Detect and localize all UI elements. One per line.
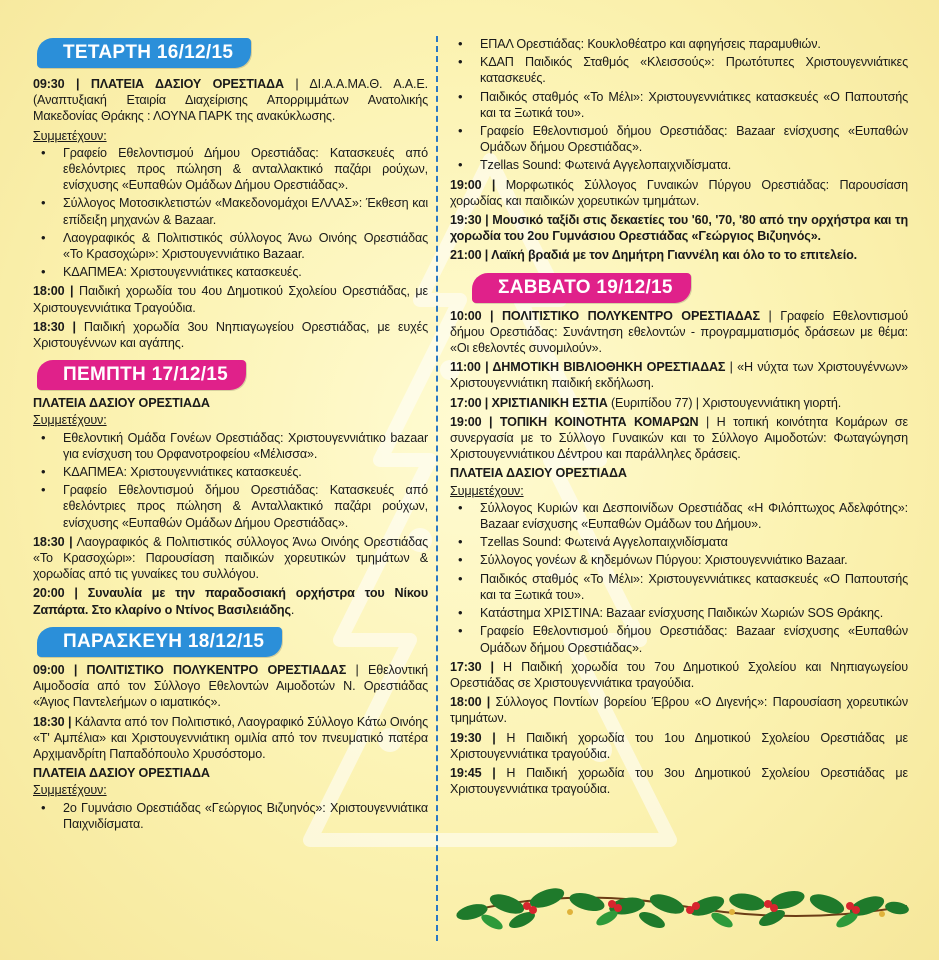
event-entry bbox=[450, 659, 908, 691]
list-item: • ΚΔΑΠΜΕΑ: Χριστουγεννιάτικες κατασκευές. bbox=[63, 264, 428, 280]
participants-heading: Συμμετέχουν: bbox=[33, 128, 107, 143]
participants-heading: Συμμετέχουν: bbox=[33, 783, 107, 798]
event-entry bbox=[33, 662, 428, 711]
event-time: 17:30 | bbox=[450, 659, 494, 674]
event-description: Μορφωτικός Σύλλογος Γυναικών Πύργου Ορεστιάδας: Παρουσίαση χορωδίας και παιδικών χορευτικών τμημάτων. bbox=[450, 177, 909, 208]
event-time: 11:00 | ΔΗΜΟΤΙΚΗ ΒΙΒΛΙΟΘΗΚΗ ΟΡΕΣΤΙΑΔΑΣ bbox=[450, 360, 726, 375]
list-item: • Γραφείο Εθελοντισμού Δήμου Ορεστιάδας: Κατασκευές από εθελόντριες προς πώληση & ανταλλακτικό παζάρι ρούχων, ενίσχυσης «Ευπαθών Ομάδων Δήμου Ορεστιάδας». bbox=[63, 145, 428, 194]
left-column bbox=[33, 0, 428, 835]
event-time: 18:30 | bbox=[33, 319, 76, 334]
participants-list bbox=[33, 430, 428, 531]
day-badge-wednesday: ΤΕΤΑΡΤΗ 16/12/15 bbox=[37, 38, 251, 68]
event-description: Η Παιδική χορωδία του 1ου Δημοτικού Σχολείου Ορεστιάδας με Χριστουγεννιάτικα τραγούδια. bbox=[450, 730, 908, 761]
event-entry: 19:30 | Μουσικό ταξίδι στις δεκαετίες του '60, '70, '80 από την ορχήστρα και τη χορωδία του 2ου Γυμνάσιου Ορεστιάδας «Γεώργιος Βιζυηνός». bbox=[450, 213, 908, 244]
event-time: 18:30 | bbox=[33, 714, 72, 729]
event-entry bbox=[33, 585, 428, 617]
event-description: Παιδική χορωδία 3ου Νηπιαγωγείου Ορεστιάδας, με ευχές Χριστουγέννων και αγάπης. bbox=[33, 319, 428, 351]
event-time: 09:00 | ΠΟΛΙΤΙΣΤΙΚΟ ΠΟΛΥΚΕΝΤΡΟ ΟΡΕΣΤΙΑΔΑΣ bbox=[33, 662, 347, 677]
list-item: • Σύλλογος γονέων & κηδεμόνων Πύργου: Χριστουγεννιάτικο Bazaar. bbox=[480, 552, 908, 568]
event-time: 19:30 | bbox=[450, 730, 496, 745]
list-item: • ΚΔΑΠΜΕΑ: Χριστουγεννιάτικες κατασκευές. bbox=[63, 464, 428, 480]
participants-heading: Συμμετέχουν: bbox=[450, 483, 524, 498]
list-item: • Παιδικός σταθμός «Το Μέλι»: Χριστουγεννιάτικες κατασκευές «Ο Παπουτσής και τα Ξωτικά του». bbox=[480, 89, 908, 121]
event-description: . bbox=[290, 602, 295, 617]
list-item: • Γραφείο Εθελοντισμού δήμου Ορεστιάδας: Bazaar ενίσχυσης «Ευπαθών Ομάδων δήμου Ορεστιάδας». bbox=[480, 623, 908, 655]
day-badge-friday: ΠΑΡΑΣΚΕΥΗ 18/12/15 bbox=[37, 627, 282, 657]
event-entry bbox=[33, 283, 428, 315]
event-description: | «Η νύχτα των Χριστουγέννων» Χριστουγεννιάτικη παιδική εκδήλωση. bbox=[450, 360, 908, 391]
event-description: | Γραφείο Εθελοντισμού δήμου Ορεστιάδας: Συνάντηση εθελοντών - προγραμματισμός δράσεων με θέμα: «Οι εθελοντές συνομιλούν». bbox=[450, 308, 908, 356]
day-badge-saturday: ΣΑΒΒΑΤΟ 19/12/15 bbox=[472, 273, 691, 303]
event-entry bbox=[33, 319, 428, 351]
list-item: • ΕΠΑΛ Ορεστιάδας: Κουκλοθέατρο και αφηγήσεις παραμυθιών. bbox=[480, 36, 908, 52]
event-entry bbox=[450, 395, 908, 411]
list-item: • Λαογραφικός & Πολιτιστικός σύλλογος Άνω Οινόης Ορεστιάδας «Το Κρασοχώρι»: Χριστουγεννιάτικο Bazaar. bbox=[63, 230, 428, 262]
event-time: 19:00 | bbox=[450, 177, 496, 192]
event-time: 18:00 | bbox=[450, 695, 491, 710]
event-description: Σύλλογος Ποντίων βορείου Έβρου «Ο Διγενής»: Παρουσίαση χορευτικών τμημάτων. bbox=[450, 695, 909, 726]
event-time: 19:00 | ΤΟΠΙΚΗ ΚΟΙΝΟΤΗΤΑ ΚΟΜΑΡΩΝ bbox=[450, 414, 699, 429]
event-entry bbox=[450, 765, 908, 797]
event-entry: 21:00 | Λαϊκή βραδιά με τον Δημήτρη Γιαννέλη και όλο το το επιτελείο. bbox=[450, 248, 857, 263]
event-description: Η Παιδική χορωδία του 3ου Δημοτικού Σχολείου Ορεστιάδας με Χριστουγεννιάτικα τραγούδια. bbox=[450, 765, 908, 797]
event-time: 19:45 | bbox=[450, 765, 496, 780]
list-item: • 2ο Γυμνάσιο Ορεστιάδας «Γεώργιος Βιζυηνός»: Χριστουγεννιάτικα Παιχνιδίσματα. bbox=[63, 800, 428, 832]
venue-heading: ΠΛΑΤΕΙΑ ΔΑΣΙΟΥ ΟΡΕΣΤΙΑΔΑ bbox=[450, 466, 627, 481]
column-divider bbox=[436, 36, 438, 941]
event-description: Παιδική χορωδία του 4ου Δημοτικού Σχολείου Ορεστιάδας, με Χριστουγεννιάτικα Τραγούδια. bbox=[33, 284, 428, 315]
list-item: • Γραφείο Εθελοντισμού δήμου Ορεστιάδας: Bazaar ενίσχυσης «Ευπαθών Ομάδων δήμου Ορεστιάδας». bbox=[480, 123, 908, 155]
event-description: | ΔΙ.Α.Α.ΜΑ.Θ. Α.Α.Ε.(Αναπτυξιακή Εταιρία Διαχείρισης Απορριμμάτων Ανατολικής Μακεδονίας Θράκης : ΛΟΥΝΑ ΠΑΡΚ της ανακύκλωσης. bbox=[33, 77, 429, 124]
participants-list bbox=[33, 800, 428, 832]
event-description: | Εθελοντική Αιμοδοσία από τον Σύλλογο Εθελοντών Αιμοδοτών Ν. Ορεστιάδας «Άγιος Παντελεήμων ο ιαματικός». bbox=[33, 662, 428, 710]
list-item: • Κατάστημα ΧΡΙΣΤΙΝΑ: Bazaar ενίσχυσης Παιδικών Χωριών SOS Θράκης. bbox=[480, 605, 908, 621]
event-time: 20:00 | Συναυλία με την παραδοσιακή ορχήστρα του Νίκου Ζαπάρτα. Στο κλαρίνο ο Ντίνος Βασιλειάδης bbox=[33, 586, 428, 617]
participants-list bbox=[450, 500, 908, 656]
participants-heading: Συμμετέχουν: bbox=[33, 413, 107, 428]
event-entry bbox=[450, 359, 908, 391]
event-entry bbox=[450, 177, 908, 209]
event-time: 09:30 | ΠΛΑΤΕΙΑ ΔΑΣΙΟΥ ΟΡΕΣΤΙΑΔΑ bbox=[33, 77, 284, 91]
list-item: • Σύλλογος Κυριών και Δεσποινίδων Ορεστιάδας «Η Φιλόπτωχος Αδελφότης»: Bazaar ενίσχυσης «Ευπαθών Ομάδων του Δήμου». bbox=[480, 500, 908, 532]
venue-heading: ΠΛΑΤΕΙΑ ΔΑΣΙΟΥ ΟΡΕΣΤΙΑΔΑ bbox=[33, 396, 210, 411]
event-time: 17:00 | ΧΡΙΣΤΙΑΝΙΚΗ ΕΣΤΙΑ bbox=[450, 395, 608, 410]
right-column bbox=[450, 0, 908, 800]
event-time: 18:30 | bbox=[33, 534, 73, 549]
event-description: Η Παιδική χορωδία του 7ου Δημοτικού Σχολείου και Νηπιαγωγείου Ορεστιάδας σε Χριστουγεννιάτικα τραγούδια. bbox=[450, 659, 908, 690]
list-item: • Tzellas Sound: Φωτεινά Αγγελοπαιχνιδίσματα bbox=[480, 534, 908, 550]
event-entry bbox=[450, 308, 908, 357]
event-entry bbox=[450, 730, 908, 762]
event-description: Κάλαντα από τον Πολιτιστικό, Λαογραφικό Σύλλογο Κάτω Οινόης «Τ' Αμπέλια» και Χριστουγεννιάτικη ομιλία από τον πνευματικό πατέρα Αρχιμανδρίτη Παπαδόπουλο Χρυσόστομο. bbox=[33, 714, 428, 761]
event-description: (Ευριπίδου 77) | Χριστουγεννιάτικη γιορτή. bbox=[607, 395, 842, 410]
event-entry bbox=[33, 714, 428, 763]
list-item: • Σύλλογος Μοτοσικλετιστών «Μακεδονομάχοι ΕΛΛΑΣ»: Έκθεση και επίδειξη μηχανών & Bazaar. bbox=[63, 195, 428, 227]
venue-heading: ΠΛΑΤΕΙΑ ΔΑΣΙΟΥ ΟΡΕΣΤΙΑΔΑ bbox=[33, 766, 210, 781]
list-item: • Γραφείο Εθελοντισμού δήμου Ορεστιάδας: Κατασκευές από εθελόντριες προς πώληση & Ανταλλακτικό παζάρι ρούχων, ενίσχυσης «Ευπαθών Ομάδων Δήμου Ορεστιάδας». bbox=[63, 482, 428, 531]
participants-list bbox=[450, 36, 908, 174]
event-entry bbox=[450, 694, 908, 726]
event-description: | Η τοπική κοινότητα Κομάρων σε συνεργασία με το Σύλλογο Γυναικών και το Σύλλογο Αιμοδοτών: Φωταγώγηση Χριστουγεννιάτικου Δέντρου και παράλληλες δράσεις. bbox=[450, 414, 909, 462]
participants-list bbox=[33, 145, 428, 281]
holly-garland-icon bbox=[452, 876, 912, 936]
event-time: 18:00 | bbox=[33, 284, 74, 299]
list-item: • Εθελοντική Ομάδα Γονέων Ορεστιάδας: Χριστουγεννιάτικο bazaar για ενίσχυση του Ορφανοτροφείου «Μέλισσα». bbox=[63, 430, 428, 462]
event-entry bbox=[450, 414, 908, 463]
event-time: 10:00 | ΠΟΛΙΤΙΣΤΙΚΟ ΠΟΛΥΚΕΝΤΡΟ ΟΡΕΣΤΙΑΔΑΣ bbox=[450, 308, 760, 323]
day-badge-thursday: ΠΕΜΠΤΗ 17/12/15 bbox=[37, 360, 246, 390]
event-description: Λαογραφικός & Πολιτιστικός σύλλογος Άνω Οινόης Ορεστιάδας «Το Κρασοχώρι»: Παρουσίαση παιδικών χορευτικών τμημάτων & χορωδίας από τις γυναίκες του συλλόγου. bbox=[33, 534, 429, 582]
list-item: • ΚΔΑΠ Παιδικός Σταθμός «Κλεισσούς»: Πρωτότυπες Χριστουγεννιάτικες κατασκευές. bbox=[480, 54, 908, 86]
list-item: • Tzellas Sound: Φωτεινά Αγγελοπαιχνιδίσματα. bbox=[480, 157, 908, 173]
list-item: • Παιδικός σταθμός «Το Μέλι»: Χριστουγεννιάτικες κατασκευές «Ο Παπουτσής και τα Ξωτικά του». bbox=[480, 571, 908, 603]
event-entry bbox=[33, 76, 428, 125]
event-entry bbox=[33, 534, 428, 583]
